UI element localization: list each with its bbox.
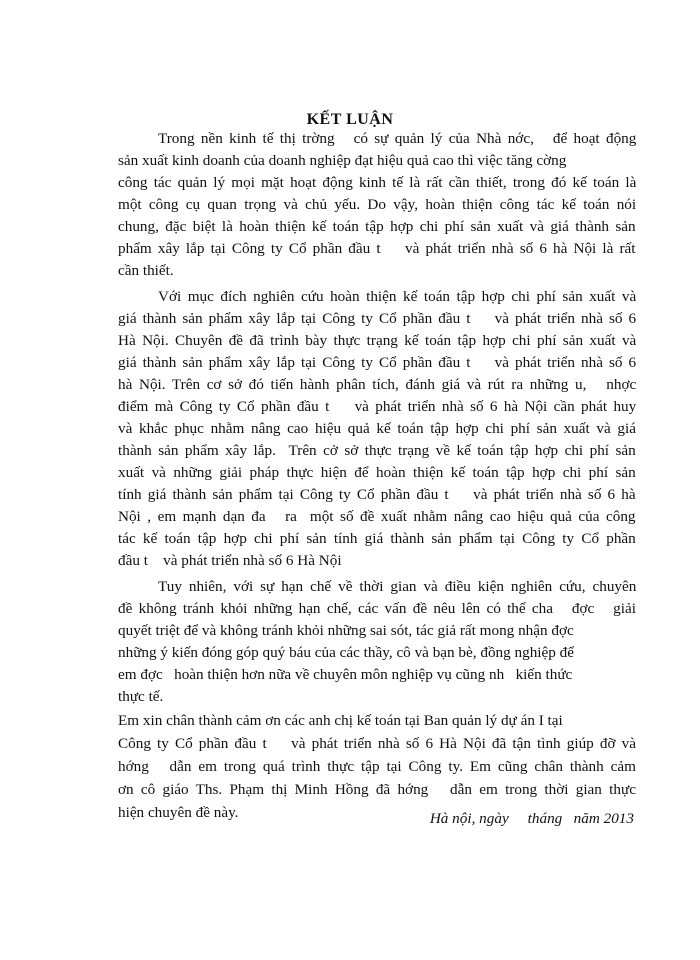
text-line: giá thành sản phẩm xây lắp tại Công ty Cổ phần đầu t và phát triển nhà số 6 (118, 354, 637, 371)
text-line: Em xin chân thành cảm ơn các anh chị kế toán tại Ban quản lý dự án I tại (118, 712, 563, 729)
signoff-date: Hà nội, ngày tháng năm 2013 (429, 810, 634, 827)
text-line: Với mục đích nghiên cứu hoàn thiện kế toán tập hợp chi phí sản xuất và (158, 288, 637, 305)
text-line: tác kế toán tập hợp chi phí sản tính giá thành sản phẩm tại Công ty Cổ phần (118, 530, 636, 547)
text-line: Hà Nội. Chuyên đề đã trình bày thực trạng kế toán tập hợp chi phí sản xuất và (118, 332, 637, 349)
text-line: đầu t và phát triển nhà số 6 Hà Nội (118, 552, 342, 569)
text-line: thành sản phẩm xây lắp. Trên cở sở thực trạng về kế toán tập hợp chi phí sản (118, 442, 636, 459)
text-line: giá thành sản phẩm xây lắp tại Công ty Cổ phần đầu t và phát triển nhà số 6 (118, 310, 637, 327)
text-line: Công ty Cổ phần đầu t và phát triển nhà số 6 Hà Nội đã tận tình giúp đỡ và (118, 735, 636, 752)
text-line: ơn cô giáo Ths. Phạm thị Minh Hồng đã hớng dẫn em trong thời gian thực (118, 781, 636, 798)
text-line: một công cụ quan trọng và chủ yếu. Do vậy, hoàn thiện công tác kế toán nói (118, 196, 637, 213)
text-line: hiện chuyên đề này. (118, 804, 239, 821)
text-line: hớng dẫn em trong quá trình thực tập tại Công ty. Em cũng chân thành cảm (118, 758, 636, 775)
text-line: điểm mà Công ty Cổ phần đầu t và phát triển nhà số 6 hà Nội cần phát huy (118, 398, 637, 415)
text-line: chung, đặc biệt là hoàn thiện kế toán tập hợp chi phí sản xuất và giá thành sản (118, 218, 636, 235)
text-line: tính giá thành sản phẩm tại Công ty Cổ phần đầu t và phát triển nhà số 6 hà (118, 486, 636, 503)
text-line: những ý kiến đóng góp quý báu của các thầy, cô và bạn bè, đồng nghiệp để (118, 644, 574, 661)
text-line: quyết triệt để và không tránh khỏi những sai sót, tác giả rất mong nhận đợc (118, 622, 574, 639)
text-line: hà Nội. Trên cơ sở đó tiến hành phân tích, đánh giá và rút ra những u, nhợc (118, 376, 637, 393)
text-line: Trong nền kinh tế thị trờng có sự quản lý của Nhà nớc, để hoạt động (158, 130, 637, 147)
page-title: KẾT LUẬN (306, 111, 394, 128)
text-line: Nội , em mạnh dạn đa ra một số đề xuất nhằm nâng cao hiệu quả của công (118, 508, 636, 525)
text-line: cần thiết. (118, 262, 174, 279)
text-line: thực tế. (118, 688, 164, 705)
text-line: công tác quản lý mọi mặt hoạt động kinh tế là rất cần thiết, trong đó kế toán là (118, 174, 637, 191)
text-line: sản xuất kinh doanh của doanh nghiệp đạt hiệu quả cao thì việc tăng cờng (118, 152, 567, 169)
text-line: em đợc hoàn thiện hơn nữa về chuyên môn nghiệp vụ cũng nh kiến thức (118, 666, 573, 683)
text-line: phẩm xây lắp tại Công ty Cổ phần đầu t và phát triển nhà số 6 hà Nội là rất (118, 240, 636, 257)
text-line: xuất và những giải pháp thực hiện để hoàn thiện kế toán tập hợp chi phí sản (118, 464, 636, 481)
text-line: và khắc phục nhằm nâng cao hiệu quả kế toán tập hợp chi phí sản xuất và giá (118, 420, 636, 437)
text-line: Tuy nhiên, với sự hạn chế về thời gian và điều kiện nghiên cứu, chuyên (158, 578, 637, 595)
text-line: đề không tránh khỏi những hạn chế, các vấn đề nêu lên có thể cha đợc giải (118, 600, 636, 617)
